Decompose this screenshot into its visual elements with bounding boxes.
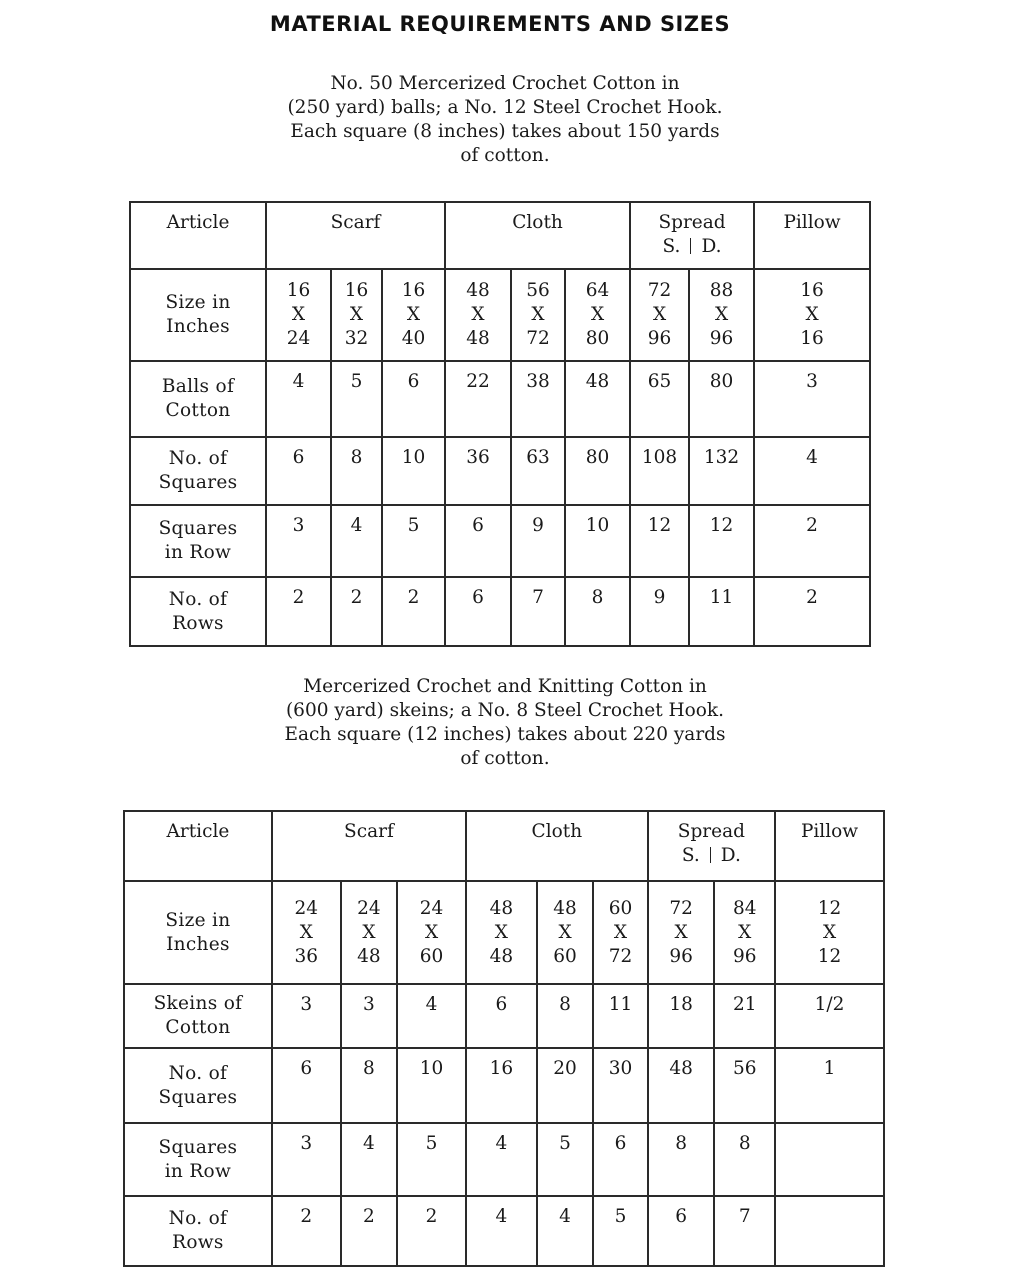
size-length: 32 xyxy=(344,328,369,349)
cell-value: 65 xyxy=(630,361,689,437)
size-length: 36 xyxy=(294,945,319,967)
size-width: 16 xyxy=(800,280,824,301)
size-x: X xyxy=(714,304,729,325)
size-x: X xyxy=(494,921,508,943)
header-spread-sizes xyxy=(663,235,722,259)
size-length: 96 xyxy=(709,328,734,349)
row-label-line: Rows xyxy=(172,1232,224,1253)
row-label-skeins xyxy=(124,984,272,1048)
size-length: 60 xyxy=(553,945,577,967)
cell-value: 3 xyxy=(266,505,331,577)
cell-size xyxy=(593,881,647,984)
header-scarf: Scarf xyxy=(272,811,466,881)
row-label-line: No. of xyxy=(168,1062,228,1084)
header-spread-label: Spread xyxy=(658,212,726,233)
header-article: Article xyxy=(130,202,266,269)
size-length: 40 xyxy=(401,328,426,349)
row-label-line: Squares xyxy=(158,1086,238,1108)
cell-value: 3 xyxy=(272,984,341,1048)
cell-value: 4 xyxy=(754,437,870,505)
size-x: X xyxy=(349,304,364,325)
cell-size xyxy=(266,269,331,361)
size-length: 48 xyxy=(466,328,490,349)
table-row xyxy=(124,1123,884,1196)
header-scarf: Scarf xyxy=(266,202,445,269)
header-double: D. xyxy=(701,236,722,257)
cell-value: 9 xyxy=(511,505,565,577)
cell-size xyxy=(537,881,593,984)
cell-value: 3 xyxy=(754,361,870,437)
header-cloth: Cloth xyxy=(466,811,648,881)
cell-value: 12 xyxy=(630,505,689,577)
cell-value: 18 xyxy=(648,984,715,1048)
intro-line: of cotton. xyxy=(460,748,550,769)
size-width: 24 xyxy=(357,897,381,919)
header-single: S. xyxy=(662,236,681,257)
cell-value: 6 xyxy=(593,1123,647,1196)
size-x: X xyxy=(590,304,605,325)
row-label-line: Squares xyxy=(158,518,238,539)
size-x: X xyxy=(362,921,376,943)
cell-value: 108 xyxy=(630,437,689,505)
cell-size xyxy=(714,881,775,984)
cell-value: 11 xyxy=(689,577,754,646)
cell-value: 3 xyxy=(341,984,397,1048)
cell-size xyxy=(341,881,397,984)
header-article: Article xyxy=(124,811,272,881)
size-length: 48 xyxy=(489,945,514,967)
cell-value: 8 xyxy=(648,1123,715,1196)
cell-value: 5 xyxy=(382,505,445,577)
cell-value: 1/2 xyxy=(775,984,884,1048)
row-label-line: Size in xyxy=(165,292,231,313)
cell-value: 2 xyxy=(397,1196,466,1266)
size-x: X xyxy=(613,921,628,943)
row-label-line: Size in xyxy=(165,909,231,931)
cell-value: 4 xyxy=(397,984,466,1048)
cell-value: 11 xyxy=(593,984,647,1048)
size-width: 56 xyxy=(526,280,550,301)
cell-value: 36 xyxy=(445,437,511,505)
cell-value: 6 xyxy=(272,1048,341,1123)
intro-line: of cotton. xyxy=(460,145,550,166)
cell-value: 10 xyxy=(382,437,445,505)
cell-size xyxy=(775,881,884,984)
cell-value: 132 xyxy=(689,437,754,505)
cell-value: 80 xyxy=(565,437,630,505)
intro-line: Each square (12 inches) takes about 220 yards xyxy=(284,724,726,745)
cell-size xyxy=(397,881,466,984)
cell-value: 5 xyxy=(397,1123,466,1196)
size-width: 72 xyxy=(647,280,672,301)
cell-value: 6 xyxy=(266,437,331,505)
row-label-squares xyxy=(124,1048,272,1123)
row-label-balls xyxy=(130,361,266,437)
row-label-line: No. of xyxy=(168,1208,228,1229)
cell-value: 2 xyxy=(266,577,331,646)
size-length: 96 xyxy=(669,945,693,967)
cell-size xyxy=(445,269,511,361)
cell-value: 4 xyxy=(266,361,331,437)
header-cloth: Cloth xyxy=(445,202,630,269)
cell-value: 5 xyxy=(331,361,382,437)
intro-line: (250 yard) balls; a No. 12 Steel Crochet Hook. xyxy=(287,97,723,118)
header-spread xyxy=(630,202,754,269)
cell-value: 9 xyxy=(630,577,689,646)
row-label-size xyxy=(130,269,266,361)
header-single: S. xyxy=(681,845,700,866)
size-width: 60 xyxy=(608,897,633,919)
cell-value: 6 xyxy=(445,577,511,646)
row-label-line: No. of xyxy=(168,588,228,610)
size-length: 96 xyxy=(647,328,672,349)
cell-value: 2 xyxy=(754,505,870,577)
table-row xyxy=(124,881,884,984)
cell-value: 16 xyxy=(466,1048,537,1123)
size-width: 16 xyxy=(401,280,426,301)
size-length: 72 xyxy=(526,328,550,349)
row-label-line: Squares xyxy=(158,1136,238,1158)
size-width: 72 xyxy=(669,897,693,919)
size-length: 12 xyxy=(817,945,842,967)
page-title: MATERIAL REQUIREMENTS AND SIZES xyxy=(269,12,731,36)
size-x: X xyxy=(424,921,439,943)
cell-value: 8 xyxy=(331,437,382,505)
size-width: 88 xyxy=(709,280,734,301)
intro-paragraph-2 xyxy=(205,675,805,771)
size-width: 24 xyxy=(419,897,444,919)
spread-divider xyxy=(710,847,711,863)
row-label-squares-in-row xyxy=(124,1123,272,1196)
table-row xyxy=(130,437,870,505)
size-length: 96 xyxy=(732,945,757,967)
cell-value: 2 xyxy=(341,1196,397,1266)
size-x: X xyxy=(531,304,545,325)
cell-value: 7 xyxy=(714,1196,775,1266)
row-label-line: Balls of xyxy=(161,376,235,397)
size-x: X xyxy=(291,304,306,325)
cell-value: 22 xyxy=(445,361,511,437)
cell-value: 4 xyxy=(341,1123,397,1196)
cell-value: 2 xyxy=(754,577,870,646)
cell-value: 30 xyxy=(593,1048,647,1123)
table-row xyxy=(130,269,870,361)
row-label-line: Squares xyxy=(158,472,238,493)
cell-value: 63 xyxy=(511,437,565,505)
cell-size xyxy=(630,269,689,361)
cell-value: 8 xyxy=(565,577,630,646)
cell-size xyxy=(511,269,565,361)
cell-value: 2 xyxy=(331,577,382,646)
header-spread xyxy=(648,811,775,881)
intro-line: Mercerized Crochet and Knitting Cotton in xyxy=(303,676,707,697)
size-width: 12 xyxy=(817,897,842,919)
row-label-line: No. of xyxy=(168,448,228,469)
size-x: X xyxy=(738,921,752,943)
size-length: 48 xyxy=(357,945,381,967)
cell-value: 2 xyxy=(382,577,445,646)
size-width: 48 xyxy=(466,280,490,301)
cell-value: 4 xyxy=(466,1123,537,1196)
row-label-squares xyxy=(130,437,266,505)
cell-value: 6 xyxy=(382,361,445,437)
size-x: X xyxy=(822,921,837,943)
table-row xyxy=(130,577,870,646)
cell-size xyxy=(382,269,445,361)
cell-value: 48 xyxy=(565,361,630,437)
size-width: 24 xyxy=(294,897,319,919)
size-width: 16 xyxy=(344,280,369,301)
table-row xyxy=(124,984,884,1048)
cell-size xyxy=(754,269,870,361)
table-row xyxy=(130,361,870,437)
cell-value: 10 xyxy=(565,505,630,577)
row-label-squares-in-row xyxy=(130,505,266,577)
cell-size xyxy=(466,881,537,984)
row-label-rows xyxy=(124,1196,272,1266)
cell-value: 12 xyxy=(689,505,754,577)
size-length: 16 xyxy=(800,328,824,349)
intro-paragraph-1 xyxy=(205,72,805,168)
size-x: X xyxy=(471,304,485,325)
intro-line: No. 50 Mercerized Crochet Cotton in xyxy=(330,73,680,94)
size-x: X xyxy=(652,304,667,325)
cell-value: 6 xyxy=(445,505,511,577)
header-spread-sizes xyxy=(682,844,741,868)
size-x: X xyxy=(406,304,421,325)
row-label-line: in Row xyxy=(164,542,232,563)
table-row xyxy=(130,505,870,577)
header-pillow: Pillow xyxy=(775,811,884,881)
cell-value: 20 xyxy=(537,1048,593,1123)
cell-size xyxy=(272,881,341,984)
spread-divider xyxy=(690,238,691,254)
size-x: X xyxy=(299,921,313,943)
cell-value: 4 xyxy=(466,1196,537,1266)
cell-value xyxy=(775,1123,884,1196)
size-length: 80 xyxy=(585,328,610,349)
row-label-line: Cotton xyxy=(165,1017,231,1038)
size-width: 64 xyxy=(585,280,610,301)
row-label-size xyxy=(124,881,272,984)
size-width: 84 xyxy=(732,897,757,919)
header-pillow: Pillow xyxy=(754,202,870,269)
cell-size xyxy=(648,881,715,984)
cell-value: 8 xyxy=(714,1123,775,1196)
cell-value: 2 xyxy=(272,1196,341,1266)
cell-size xyxy=(565,269,630,361)
cell-value: 5 xyxy=(593,1196,647,1266)
cell-size xyxy=(689,269,754,361)
cell-size xyxy=(331,269,382,361)
row-label-line: Inches xyxy=(166,316,230,337)
cell-value: 4 xyxy=(537,1196,593,1266)
size-x: X xyxy=(805,304,819,325)
cell-value: 6 xyxy=(648,1196,715,1266)
requirements-table-2 xyxy=(123,810,885,1267)
table-row xyxy=(124,1196,884,1266)
requirements-table-1 xyxy=(129,201,871,647)
row-label-line: Inches xyxy=(166,933,230,955)
size-length: 60 xyxy=(419,945,444,967)
size-length: 72 xyxy=(608,945,633,967)
cell-value: 4 xyxy=(331,505,382,577)
cell-value: 3 xyxy=(272,1123,341,1196)
row-label-line: in Row xyxy=(164,1160,232,1182)
row-label-rows xyxy=(130,577,266,646)
size-x: X xyxy=(558,921,572,943)
intro-line: (600 yard) skeins; a No. 8 Steel Crochet Hook. xyxy=(285,700,725,721)
size-length: 24 xyxy=(286,328,311,349)
cell-value: 1 xyxy=(775,1048,884,1123)
cell-value: 8 xyxy=(537,984,593,1048)
cell-value: 5 xyxy=(537,1123,593,1196)
header-spread-label: Spread xyxy=(677,821,745,842)
row-label-line: Skeins of xyxy=(153,993,243,1014)
row-label-line: Cotton xyxy=(165,400,231,421)
size-width: 16 xyxy=(286,280,311,301)
cell-value: 48 xyxy=(648,1048,715,1123)
size-width: 48 xyxy=(553,897,577,919)
size-x: X xyxy=(674,921,688,943)
table-row xyxy=(124,1048,884,1123)
header-row xyxy=(130,202,870,269)
cell-value: 7 xyxy=(511,577,565,646)
cell-value: 56 xyxy=(714,1048,775,1123)
cell-value xyxy=(775,1196,884,1266)
cell-value: 21 xyxy=(714,984,775,1048)
cell-value: 6 xyxy=(466,984,537,1048)
cell-value: 10 xyxy=(397,1048,466,1123)
row-label-line: Rows xyxy=(172,612,224,634)
cell-value: 8 xyxy=(341,1048,397,1123)
size-width: 48 xyxy=(489,897,514,919)
cell-value: 80 xyxy=(689,361,754,437)
header-double: D. xyxy=(720,845,741,866)
intro-line: Each square (8 inches) takes about 150 yards xyxy=(290,121,720,142)
cell-value: 38 xyxy=(511,361,565,437)
header-row xyxy=(124,811,884,881)
